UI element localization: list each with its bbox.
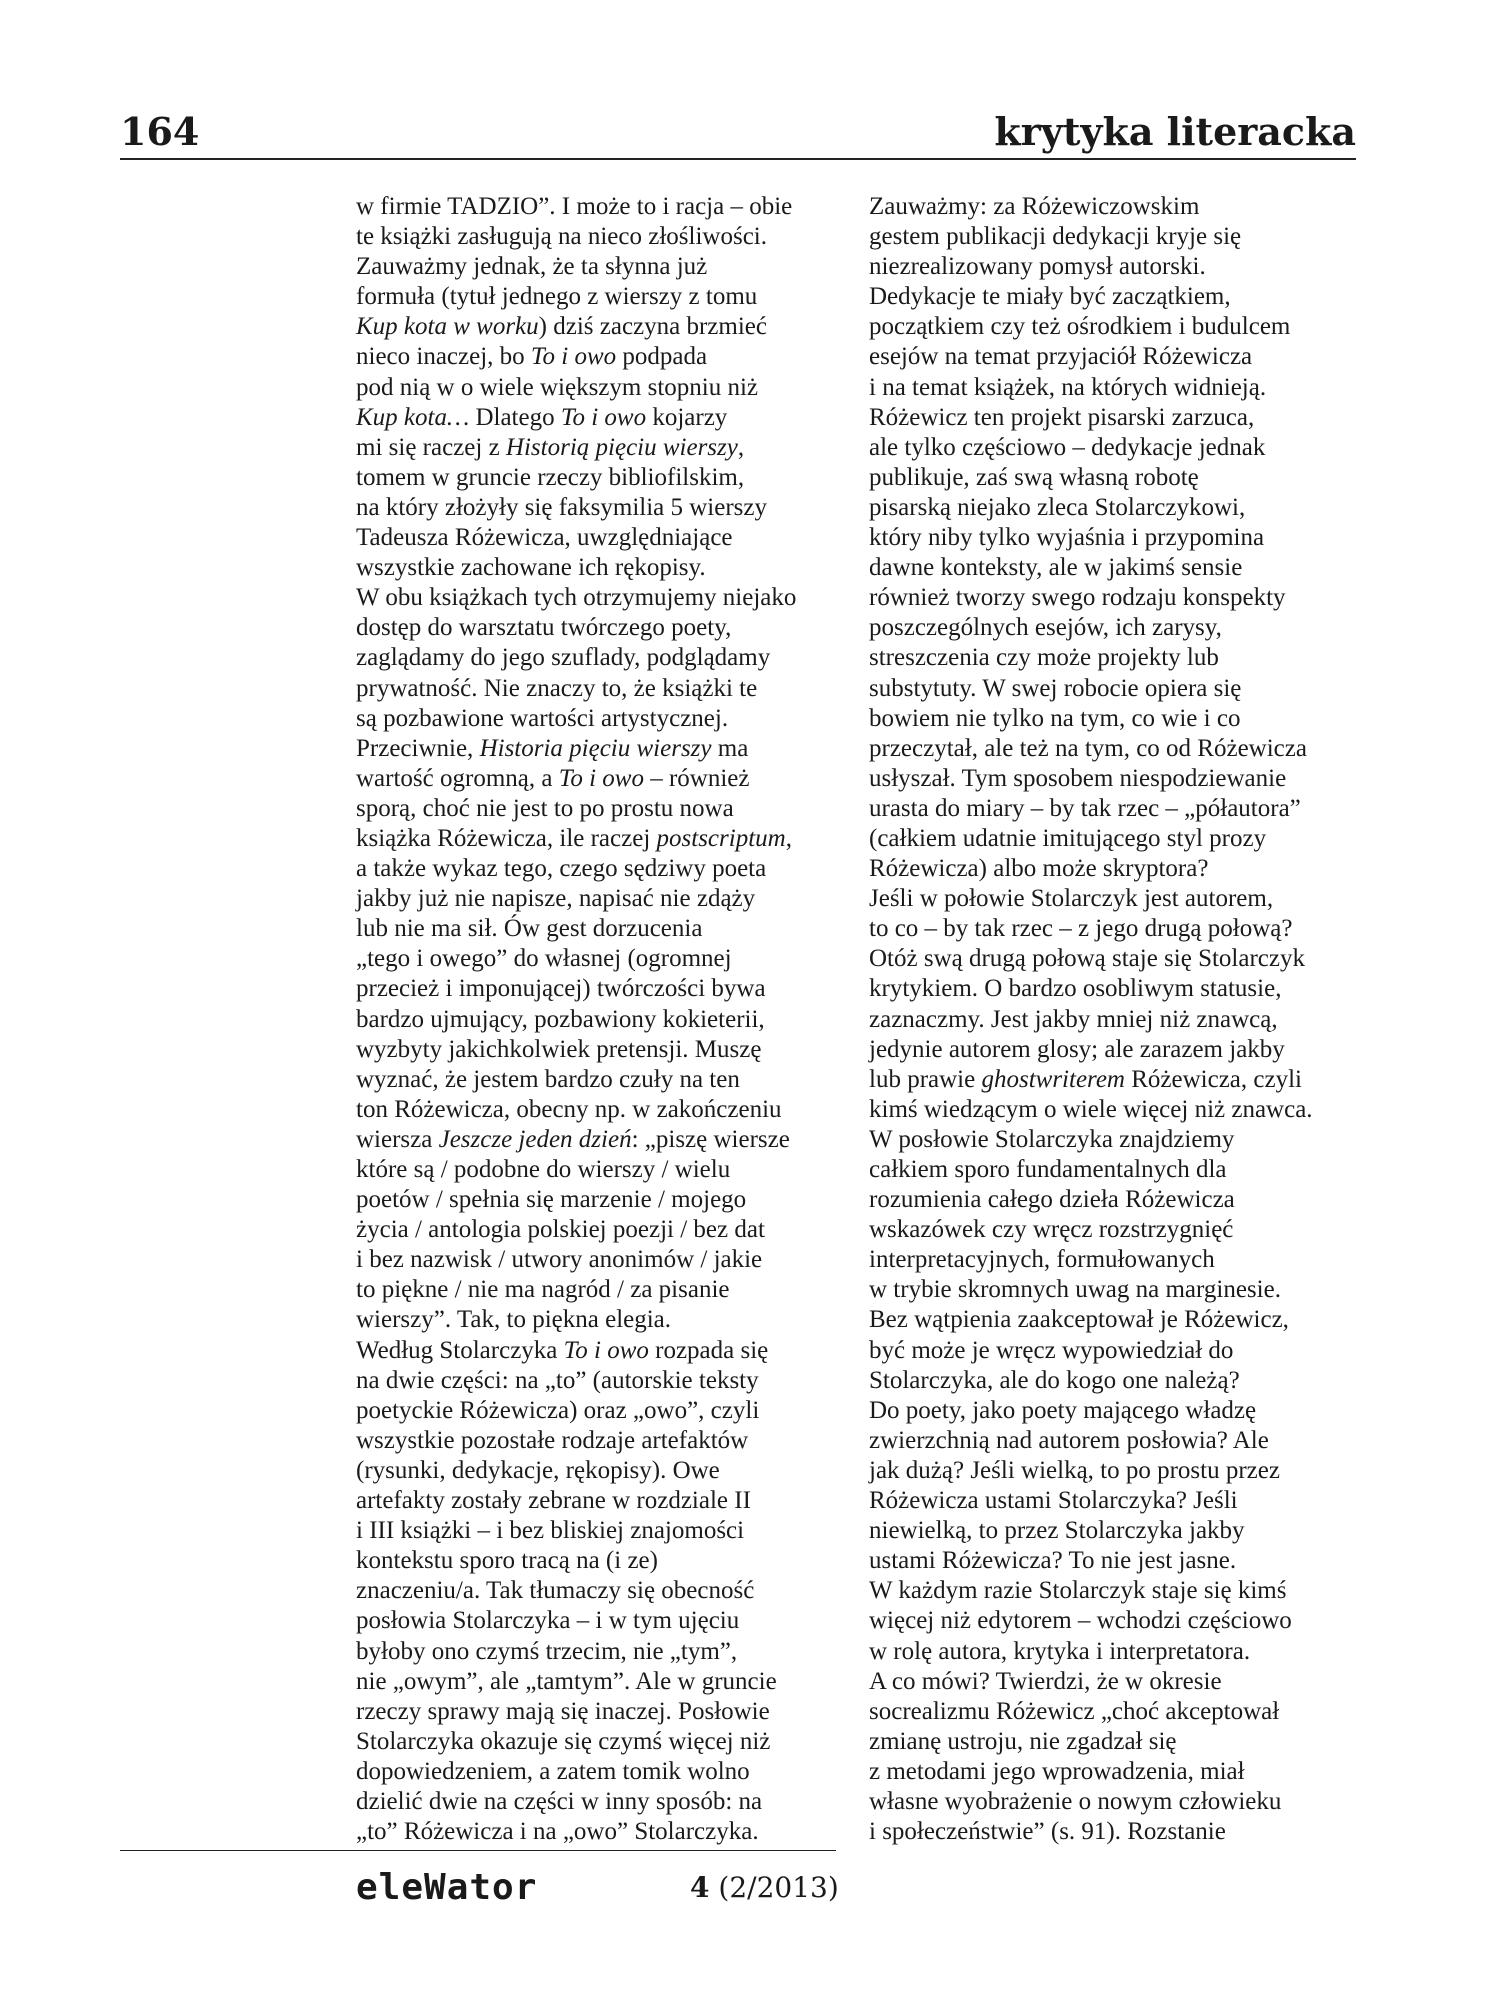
text-line: [356, 403, 856, 433]
text-line: [869, 1125, 1359, 1155]
text-segment: W obu książkach tych otrzymujemy niejako: [356, 584, 797, 612]
text-segment: W każdym razie Stolarczyk staje się kimś: [869, 1577, 1287, 1605]
text-segment: życia / antologia polskiej poezji / bez dat: [356, 1216, 765, 1244]
text-segment: zmianę ustroju, nie zgadzał się: [869, 1727, 1177, 1755]
header-divider: [120, 158, 1356, 160]
text-segment: „tego i owego” do własnej (ogromnej: [356, 945, 732, 973]
text-line: [356, 1727, 856, 1757]
left-text-column: [356, 192, 856, 1847]
text-segment: więcej niż edytorem – wchodzi częściowo: [869, 1607, 1292, 1635]
italic-title-text: To i owo: [563, 1336, 649, 1364]
text-segment: posłowia Stolarczyka – i w tym ujęciu: [356, 1607, 740, 1635]
text-line: [356, 1396, 856, 1426]
text-segment: bowiem nie tylko na tym, co wie i co: [869, 704, 1241, 732]
italic-title-text: Jeszcze jeden dzień: [438, 1125, 632, 1153]
text-segment: nieco inaczej, bo: [356, 343, 531, 371]
text-line: [869, 252, 1359, 282]
text-segment: niezrealizowany pomysł autorski.: [869, 253, 1206, 281]
text-segment: substytuty. W swej robocie opiera się: [869, 674, 1242, 702]
text-segment: również tworzy swego rodzaju konspekty: [869, 584, 1286, 612]
text-line: [869, 734, 1359, 764]
text-segment: i III książki – i bez bliskiej znajomości: [356, 1517, 745, 1545]
text-line: [869, 1576, 1359, 1606]
text-segment: dawne konteksty, ale w jakimś sensie: [869, 554, 1243, 582]
issue-number: [690, 1868, 839, 1908]
text-line: [869, 1305, 1359, 1335]
text-line: [869, 944, 1359, 974]
text-segment: a także wykaz tego, czego sędziwy poeta: [356, 855, 767, 883]
text-segment: wszystkie pozostałe rodzaje artefaktów: [356, 1426, 749, 1454]
text-line: [869, 1005, 1359, 1035]
text-line: [356, 1366, 856, 1396]
text-segment: ,: [785, 824, 792, 852]
text-segment: Stolarczyka okazuje się czymś więcej niż: [356, 1727, 771, 1755]
issue-number-detail: (2/2013): [718, 1871, 839, 1904]
text-segment: lub prawie: [869, 1065, 982, 1093]
text-segment: ,: [737, 433, 745, 461]
text-segment: tomem w gruncie rzeczy bibliofilskim,: [356, 463, 745, 491]
text-segment: urasta do miary – by tak rzec – „półautora”: [869, 794, 1301, 822]
text-segment: W posłowie Stolarczyka znajdziemy: [869, 1125, 1235, 1153]
text-line: [869, 1065, 1359, 1095]
text-segment: zwierzchnią nad autorem posłowia? Ale: [869, 1426, 1269, 1454]
text-segment: Stolarczyka, ale do kogo one należą?: [869, 1366, 1240, 1394]
text-line: [356, 884, 856, 914]
text-segment: ale tylko częściowo – dedykacje jednak: [869, 433, 1266, 461]
text-segment: Różewicza, czyli: [1125, 1065, 1302, 1093]
text-segment: wiersza: [356, 1125, 439, 1153]
text-line: [869, 373, 1359, 403]
text-segment: być może je wręcz wypowiedział do: [869, 1336, 1234, 1364]
text-segment: (całkiem udatnie imitującego styl prozy: [869, 824, 1267, 852]
text-line: [356, 463, 856, 493]
text-line: [356, 1787, 856, 1817]
text-line: [869, 914, 1359, 944]
text-line: [869, 1456, 1359, 1486]
text-line: [356, 704, 856, 734]
text-segment: książka Różewicza, ile raczej: [356, 824, 657, 852]
text-line: [869, 1727, 1359, 1757]
text-segment: poetów / spełnia się marzenie / mojego: [356, 1186, 747, 1214]
text-line: [869, 1366, 1359, 1396]
text-line: [356, 643, 856, 673]
text-line: [869, 342, 1359, 372]
text-segment: wyzbyty jakichkolwiek pretensji. Muszę: [356, 1035, 762, 1063]
italic-title-text: postscriptum: [656, 824, 786, 852]
text-segment: to co – by tak rzec – z jego drugą połową?: [869, 915, 1293, 943]
text-segment: ) dziś zaczyna brzmieć: [538, 313, 767, 341]
text-segment: własne wyobrażenie o nowym człowieku: [869, 1787, 1282, 1815]
text-segment: Bez wątpienia zaakceptował je Różewicz,: [869, 1306, 1289, 1334]
text-line: [869, 312, 1359, 342]
text-segment: krytykiem. O bardzo osobliwym statusie,: [869, 975, 1282, 1003]
text-segment: Dlatego: [469, 403, 561, 431]
italic-title-text: Kup kota…: [356, 403, 470, 431]
italic-title-text: Kup kota w worku: [356, 313, 539, 341]
text-line: [869, 824, 1359, 854]
text-line: [356, 734, 856, 764]
text-line: [869, 1817, 1359, 1847]
text-line: [869, 1185, 1359, 1215]
text-segment: byłoby ono czymś trzecim, nie „tym”,: [356, 1637, 738, 1665]
text-line: [356, 1817, 856, 1847]
text-line: [869, 1486, 1359, 1516]
issue-number-main: 4: [690, 1871, 710, 1904]
text-line: [869, 643, 1359, 673]
text-line: [356, 1667, 856, 1697]
text-segment: zaglądamy do jego szuflady, podglądamy: [356, 644, 771, 672]
text-segment: Różewicz ten projekt pisarski zarzuca,: [869, 403, 1255, 431]
text-line: [356, 1155, 856, 1185]
text-line: [356, 583, 856, 613]
text-segment: Różewicza ustami Stolarczyka? Jeśli: [869, 1487, 1238, 1515]
page-number: 164: [120, 109, 200, 154]
text-line: [356, 312, 856, 342]
text-segment: w rolę autora, krytyka i interpretatora.: [869, 1637, 1251, 1665]
text-segment: znaczeniu/a. Tak tłumaczy się obecność: [356, 1577, 755, 1605]
text-segment: które są / podobne do wierszy / wielu: [356, 1156, 731, 1183]
text-line: [869, 1095, 1359, 1125]
italic-title-text: To i owo: [530, 343, 617, 371]
text-line: [869, 674, 1359, 704]
text-segment: poetyckie Różewicza) oraz „owo”, czyli: [356, 1396, 760, 1424]
italic-title-text: To i owo: [560, 403, 647, 431]
text-segment: Jeśli w połowie Stolarczyk jest autorem,: [869, 885, 1274, 913]
text-line: [356, 1245, 856, 1275]
text-segment: i społeczeństwie” (s. 91). Rozstanie: [869, 1818, 1226, 1846]
text-line: [356, 1125, 856, 1155]
text-line: [869, 1697, 1359, 1727]
text-line: [869, 583, 1359, 613]
text-segment: pisarską niejako zleca Stolarczykowi,: [869, 493, 1246, 521]
section-title: krytyka literacka: [994, 109, 1356, 154]
text-segment: prywatność. Nie znaczy to, że książki te: [356, 674, 758, 702]
text-segment: te książki zasługują na nieco złośliwości.: [356, 223, 767, 251]
text-line: [869, 1667, 1359, 1697]
text-line: [356, 553, 856, 583]
text-segment: wskazówek czy wręcz rozstrzygnięć: [869, 1216, 1234, 1244]
text-segment: Zauważmy jednak, że ta słynna już: [356, 253, 708, 281]
text-segment: są pozbawione wartości artystycznej.: [356, 704, 729, 732]
text-segment: interpretacyjnych, formułowanych: [869, 1246, 1215, 1274]
text-line: [869, 1396, 1359, 1426]
text-segment: podpada: [616, 343, 708, 371]
text-line: [869, 493, 1359, 523]
text-segment: nie „owym”, ale „tamtym”. Ale w gruncie: [356, 1667, 777, 1695]
text-line: [356, 974, 856, 1004]
text-segment: Przeciwnie,: [356, 734, 480, 762]
text-segment: Według Stolarczyka: [356, 1336, 564, 1364]
text-segment: na dwie części: na „to” (autorskie teksty: [356, 1366, 759, 1394]
text-line: [356, 764, 856, 794]
text-segment: przeczytał, ale też na tym, co od Różewicza: [869, 734, 1307, 762]
text-segment: bardzo ujmujący, pozbawiony kokieterii,: [356, 1005, 765, 1033]
text-line: [356, 944, 856, 974]
text-line: [356, 1606, 856, 1636]
text-segment: socrealizmu Różewicz „choć akceptował: [869, 1697, 1280, 1725]
magazine-logo: eleWator: [356, 1867, 538, 1908]
text-line: [869, 854, 1359, 884]
text-line: [356, 342, 856, 372]
text-segment: poszczególnych esejów, ich zarysy,: [869, 614, 1222, 642]
text-segment: esejów na temat przyjaciół Różewicza: [869, 343, 1253, 371]
text-segment: kimś wiedzącym o wiele więcej niż znawca.: [869, 1095, 1313, 1123]
text-segment: Dedykacje te miały być zaczątkiem,: [869, 283, 1231, 311]
text-segment: lub nie ma sił. Ów gest dorzucenia: [356, 915, 703, 943]
text-segment: z metodami jego wprowadzenia, miał: [869, 1757, 1245, 1785]
text-segment: A co mówi? Twierdzi, że w okresie: [869, 1667, 1222, 1695]
text-segment: Otóż swą drugą połową staje się Stolarczyk: [869, 945, 1305, 973]
text-segment: wyznać, że jestem bardzo czuły na ten: [356, 1065, 740, 1093]
text-line: [356, 1426, 856, 1456]
text-line: [356, 1546, 856, 1576]
text-line: [869, 1637, 1359, 1667]
text-segment: dopowiedzeniem, a zatem tomik wolno: [356, 1757, 750, 1785]
text-line: [869, 1336, 1359, 1366]
text-line: [356, 523, 856, 553]
text-line: [356, 794, 856, 824]
text-segment: formuła (tytuł jednego z wierszy z tomu: [356, 283, 758, 311]
text-segment: początkiem czy też ośrodkiem i budulcem: [869, 313, 1291, 341]
text-line: [869, 1516, 1359, 1546]
text-segment: przecież i imponującej) twórczości bywa: [356, 975, 766, 1003]
text-segment: – również: [643, 764, 750, 792]
text-line: [869, 1035, 1359, 1065]
text-line: [869, 1606, 1359, 1636]
text-segment: : „piszę wiersze: [631, 1125, 790, 1153]
text-segment: który niby tylko wyjaśnia i przypomina: [869, 524, 1265, 552]
text-segment: pod nią w o wiele większym stopniu niż: [356, 373, 759, 401]
text-line: [869, 463, 1359, 493]
text-line: [869, 794, 1359, 824]
text-line: [869, 764, 1359, 794]
text-line: [869, 1215, 1359, 1245]
text-segment: ustami Różewicza? To nie jest jasne.: [869, 1547, 1237, 1575]
text-line: [869, 1245, 1359, 1275]
text-segment: wartość ogromną, a: [356, 764, 559, 792]
text-segment: na który złożyły się faksymilia 5 wierszy: [356, 493, 767, 521]
text-segment: gestem publikacji dedykacji kryje się: [869, 223, 1242, 251]
text-segment: dostęp do warsztatu twórczego poety,: [356, 614, 732, 642]
text-line: [869, 974, 1359, 1004]
text-line: [869, 704, 1359, 734]
text-segment: i bez nazwisk / utwory anonimów / jakie: [356, 1246, 763, 1274]
text-line: [869, 613, 1359, 643]
text-segment: rozpada się: [648, 1336, 769, 1364]
text-line: [356, 854, 856, 884]
text-line: [869, 282, 1359, 312]
text-segment: streszczenia czy może projekty lub: [869, 644, 1219, 672]
italic-title-text: To i owo: [558, 764, 644, 792]
text-line: [356, 1576, 856, 1606]
text-line: [869, 433, 1359, 463]
text-line: [869, 1546, 1359, 1576]
text-line: [356, 914, 856, 944]
text-segment: publikuje, zaś swą własną robotę: [869, 463, 1199, 491]
text-segment: jedynie autorem glosy; ale zarazem jakby: [869, 1035, 1285, 1063]
text-line: [869, 553, 1359, 583]
text-segment: ton Różewicza, obecny np. w zakończeniu: [356, 1095, 782, 1123]
text-segment: (rysunki, dedykacje, rękopisy). Owe: [356, 1456, 720, 1484]
text-line: [356, 1065, 856, 1095]
text-segment: Zauważmy: za Różewiczowskim: [869, 193, 1200, 220]
text-line: [356, 192, 856, 222]
footer-divider: [120, 1850, 836, 1851]
text-line: [356, 1095, 856, 1125]
text-line: [356, 1005, 856, 1035]
text-line: [356, 1305, 856, 1335]
italic-title-text: Historią pięciu wierszy: [505, 433, 738, 461]
text-segment: mi się raczej z: [356, 433, 506, 461]
text-line: [356, 1275, 856, 1305]
text-line: [356, 824, 856, 854]
right-text-column: [869, 192, 1359, 1847]
text-segment: w trybie skromnych uwag na marginesie.: [869, 1276, 1281, 1304]
text-line: [356, 373, 856, 403]
text-line: [869, 1757, 1359, 1787]
text-line: [356, 1185, 856, 1215]
text-line: [869, 1275, 1359, 1305]
text-line: [869, 884, 1359, 914]
text-segment: Tadeusza Różewicza, uwzględniające: [356, 524, 733, 552]
text-line: [356, 252, 856, 282]
text-segment: „to” Różewicza i na „owo” Stolarczyka.: [356, 1818, 759, 1846]
text-segment: artefakty zostały zebrane w rozdziale II: [356, 1487, 751, 1515]
text-segment: rozumienia całego dzieła Różewicza: [869, 1186, 1235, 1214]
text-line: [356, 1456, 856, 1486]
text-line: [869, 192, 1359, 222]
text-line: [356, 674, 856, 704]
text-segment: kojarzy: [646, 403, 728, 431]
text-segment: usłyszał. Tym sposobem niespodziewanie: [869, 764, 1287, 792]
text-line: [869, 1426, 1359, 1456]
text-segment: niewielką, to przez Stolarczyka jakby: [869, 1517, 1245, 1545]
text-line: [356, 282, 856, 312]
text-line: [356, 1035, 856, 1065]
text-line: [869, 1155, 1359, 1185]
text-segment: zaznaczmy. Jest jakby mniej niż znawcą,: [869, 1005, 1278, 1033]
text-line: [356, 1516, 856, 1546]
text-line: [356, 433, 856, 463]
text-segment: dzielić dwie na części w inny sposób: na: [356, 1787, 763, 1815]
italic-title-text: ghostwriterem: [981, 1065, 1125, 1093]
text-segment: Różewicza) albo może skryptora?: [869, 855, 1209, 883]
text-segment: w firmie TADZIO”. I może to i racja – obie: [356, 193, 793, 220]
text-line: [869, 403, 1359, 433]
text-segment: i na temat książek, na których widnieją.: [869, 373, 1267, 401]
text-segment: kontekstu sporo tracą na (i ze): [356, 1547, 658, 1575]
text-line: [356, 1637, 856, 1667]
text-line: [869, 523, 1359, 553]
text-line: [356, 1697, 856, 1727]
text-segment: sporą, choć nie jest to po prostu nowa: [356, 794, 734, 822]
text-segment: to piękne / nie ma nagród / za pisanie: [356, 1276, 730, 1304]
text-line: [356, 613, 856, 643]
text-segment: Do poety, jako poety mającego władzę: [869, 1396, 1257, 1424]
text-segment: wszystkie zachowane ich rękopisy.: [356, 554, 706, 582]
italic-title-text: Historia pięciu wierszy: [479, 734, 712, 762]
text-segment: jakby już nie napisze, napisać nie zdąży: [356, 885, 756, 913]
text-line: [356, 1757, 856, 1787]
text-line: [869, 222, 1359, 252]
text-segment: jak dużą? Jeśli wielką, to po prostu przez: [869, 1456, 1280, 1484]
text-line: [869, 1787, 1359, 1817]
text-line: [356, 493, 856, 523]
text-line: [356, 222, 856, 252]
text-line: [356, 1336, 856, 1366]
text-segment: wierszy”. Tak, to piękna elegia.: [356, 1306, 672, 1334]
text-segment: ma: [711, 734, 749, 762]
text-line: [356, 1215, 856, 1245]
text-line: [356, 1486, 856, 1516]
text-segment: rzeczy sprawy mają się inaczej. Posłowie: [356, 1697, 770, 1725]
text-segment: całkiem sporo fundamentalnych dla: [869, 1156, 1227, 1183]
